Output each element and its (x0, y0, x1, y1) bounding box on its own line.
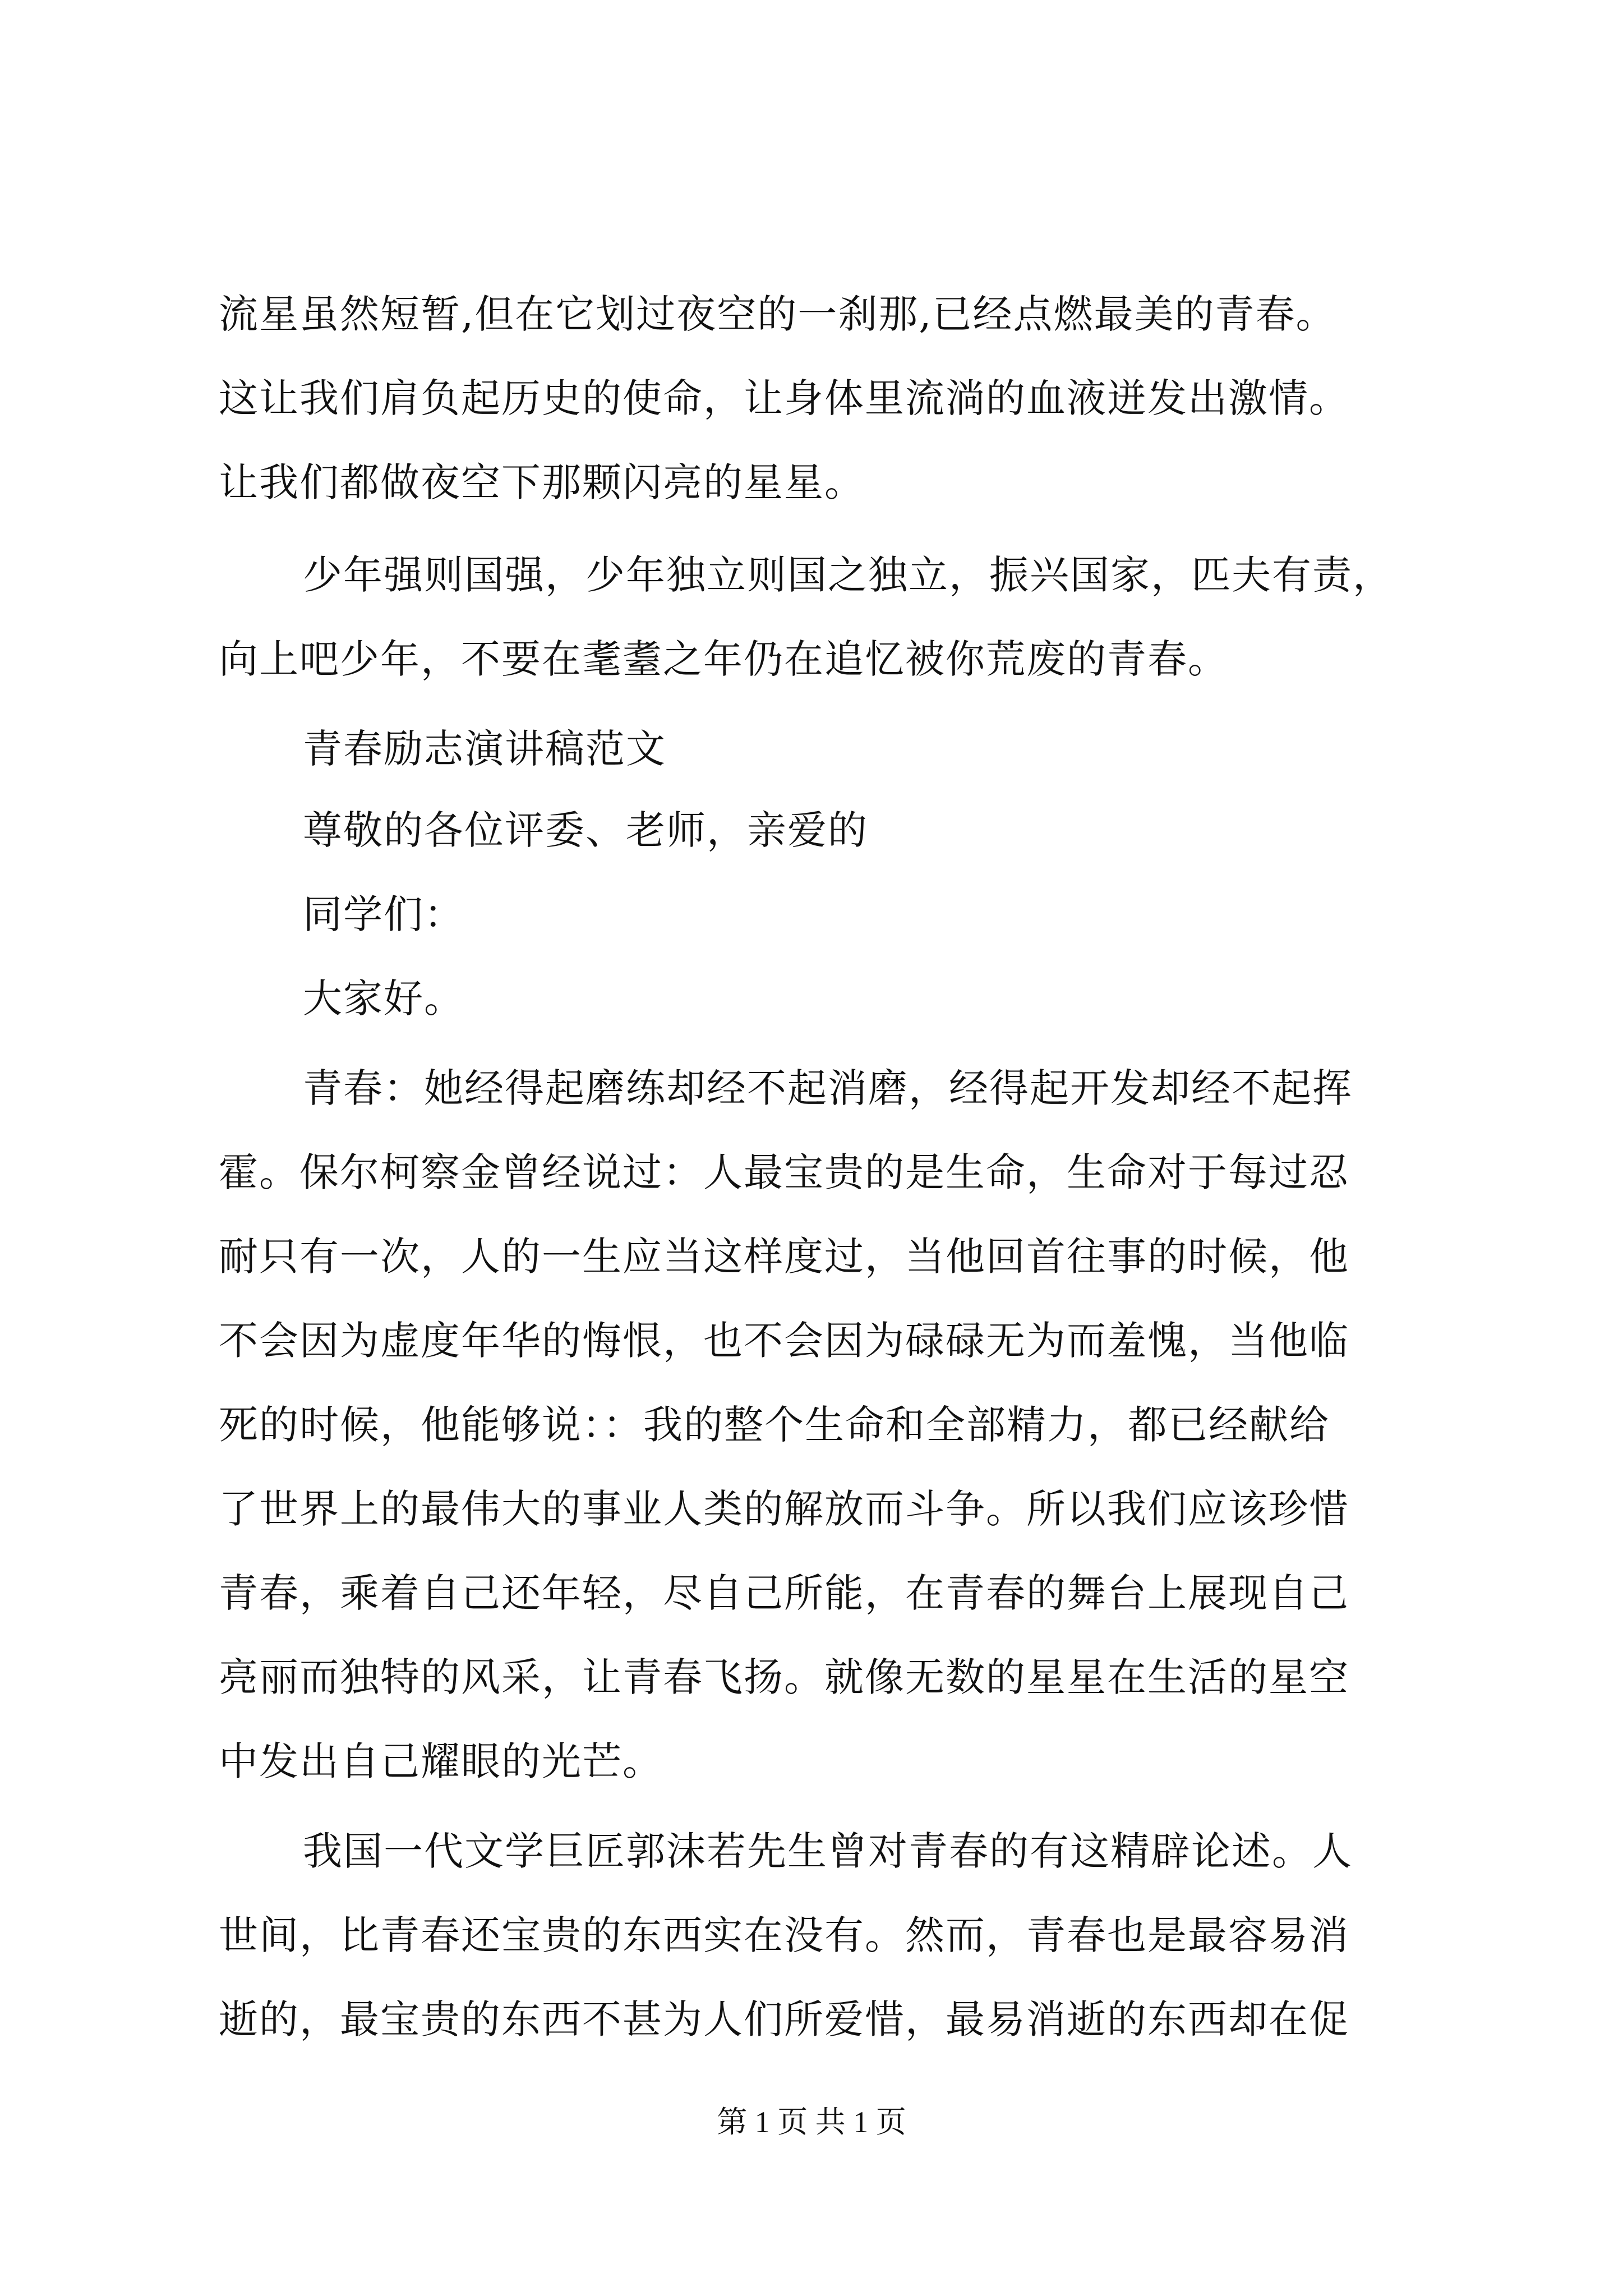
text-line: 青春，乘着自己还年轻，尽自己所能，在青春的舞台上展现自己 (219, 1570, 1349, 1616)
text-line: 青春：她经得起磨练却经不起消磨，经得起开发却经不起挥 (303, 1065, 1353, 1111)
text-line: 亮丽而独特的风采，让青春飞扬。就像无数的星星在生活的星空 (219, 1654, 1349, 1700)
salutation-line: 尊敬的各位评委、老师，亲爱的 (303, 807, 868, 853)
text-line: 了世界上的最伟大的事业人类的解放而斗争。所以我们应该珍惜 (219, 1486, 1349, 1532)
text-line: 我国一代文学巨匠郭沫若先生曾对青春的有这精辟论述。人 (303, 1828, 1353, 1874)
text-line: 流星虽然短暂,但在它划过夜空的一刹那,已经点燃最美的青春。 (219, 291, 1336, 337)
text-line: 向上吧少年，不要在耄耋之年仍在追忆被你荒废的青春。 (219, 636, 1228, 682)
page-number-footer: 第 1 页 共 1 页 (717, 2105, 906, 2139)
text-line: 少年强则国强，少年独立则国之独立，振兴国家，匹夫有责， (303, 552, 1393, 598)
text-line: 这让我们肩负起历史的使命，让身体里流淌的血液迸发出激情。 (219, 375, 1349, 421)
text-line: 让我们都做夜空下那颗闪亮的星星。 (219, 459, 865, 505)
text-line: 逝的，最宝贵的东西不甚为人们所爱惜，最易消逝的东西却在促 (219, 1996, 1349, 2042)
greeting-line: 大家好。 (303, 976, 464, 1022)
text-line: 中发出自己耀眼的光芒。 (219, 1738, 663, 1784)
text-line: 霍。保尔柯察金曾经说过：人最宝贵的是生命，生命对于每过忍 (219, 1149, 1349, 1195)
salutation-line: 同学们： (303, 891, 464, 937)
text-line: 死的时候，他能够说：：我的整个生命和全部精力，都已经献给 (219, 1402, 1330, 1448)
text-line: 耐只有一次，人的一生应当这样度过，当他回首往事的时候，他 (219, 1234, 1349, 1280)
heading-title: 青春励志演讲稿范文 (303, 726, 666, 772)
text-line: 不会因为虚度年华的悔恨，也不会因为碌碌无为而羞愧，当他临 (219, 1318, 1349, 1364)
text-line: 世间，比青春还宝贵的东西实在没有。然而，青春也是最容易消 (219, 1912, 1349, 1958)
